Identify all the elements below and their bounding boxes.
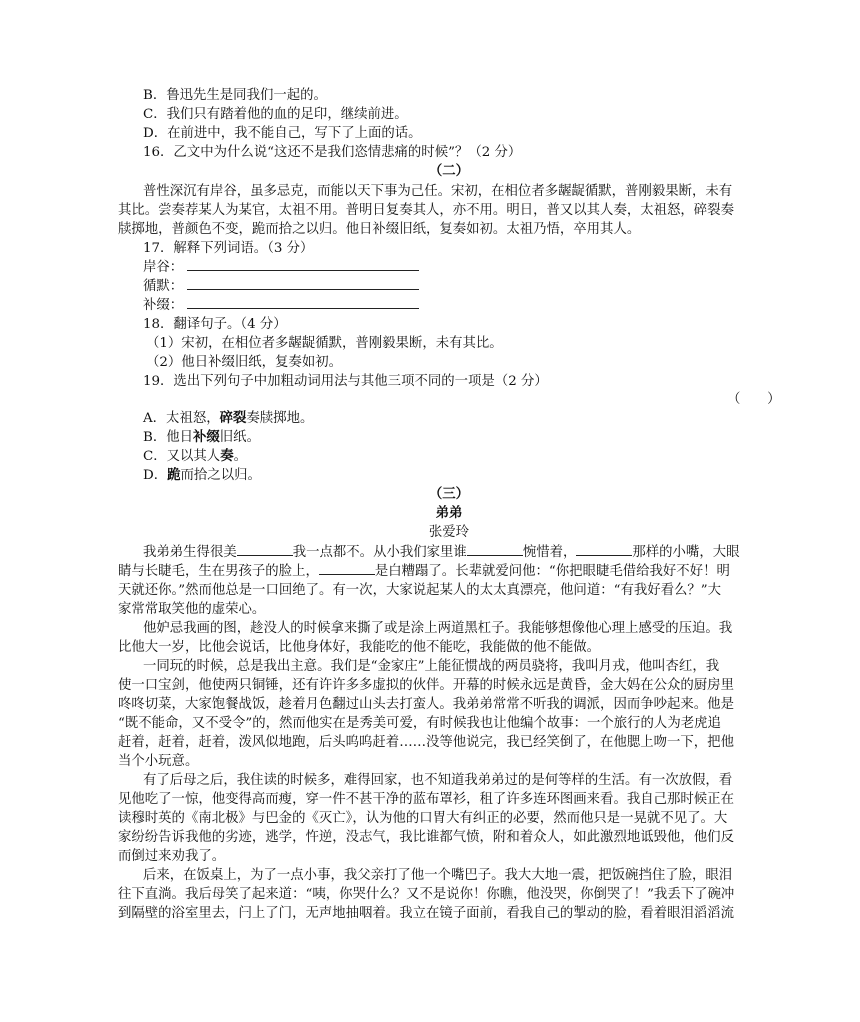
term-label: 岸谷： xyxy=(143,260,184,275)
text-run: 那样的小嘴，大眼 xyxy=(632,545,740,560)
fill-blank[interactable] xyxy=(467,543,523,556)
q18-item-1: （1）宋初，在相位者多龌龊循默，普刚毅果断，未有其比。 xyxy=(146,336,503,351)
question-19: 19．选出下列句子中加粗动词用法与其他三项不同的一项是（2 分） xyxy=(143,374,548,389)
p2-line-2: 比他大一岁，比他会说话，比他身体好，我能吃的他不能吃，我能做的他不能做。 xyxy=(118,640,601,655)
option-text: B．他日 xyxy=(143,430,194,445)
term-row-2 xyxy=(143,277,780,296)
p4-line-2: 见他吃了一惊，他变得高而瘦，穿一件不甚干净的蓝布罩衫，租了许多连环图画来看。我自己那时候正在 xyxy=(118,792,734,807)
text-run: 惋惜着， xyxy=(522,545,577,560)
section-2-heading: （二） xyxy=(428,163,470,179)
p1-line-4: 家常常取笑他的虚荣心。 xyxy=(118,602,266,617)
question-16: 16．乙文中为什么说“这还不是我们恣情悲痛的时候”？（2 分） xyxy=(143,145,522,160)
p3-line-4: “既不能命，又不受令”的，然而他实在是秀美可爱，有时候我也让他编个故事：一个旅行的人为老虎追 xyxy=(118,716,721,731)
fill-blank[interactable] xyxy=(319,562,375,575)
term-row-3 xyxy=(143,296,780,315)
section-2-para-line-3: 牍掷地，普颜色不变，跪而拾之以归。他日补缀旧纸，复奏如初。太祖乃悟，卒用其人。 xyxy=(118,222,641,237)
bold-verb: 补缀 xyxy=(193,429,220,445)
section-2-para-line-1: 普性深沉有岸谷，虽多忌克，而能以天下事为己任。宋初，在相位者多龌龊循默，普刚毅果断，未有 xyxy=(143,184,733,199)
p4-line-4: 家纷纷告诉我他的劣迹，逃学，忤逆，没志气，我比谁都气愤，附和着众人，如此激烈地诋毁他，他们反 xyxy=(118,830,734,845)
p5-line-1: 后来，在饭桌上，为了一点小事，我父亲打了他一个嘴巴子。我大大地一震，把饭碗挡住了脸，眼泪 xyxy=(143,868,733,883)
term-label: 循默： xyxy=(143,279,184,294)
p1-line-3: 天就还你。”然而他总是一口回绝了。有一次，大家说起某人的太太真漂亮，他问道：“有我好看么？”大 xyxy=(118,583,722,598)
p5-line-2: 往下直淌。我后母笑了起来道：“咦，你哭什么？又不是说你！你瞧，他没哭，你倒哭了！”我丢下了碗冲 xyxy=(118,887,735,902)
question-17: 17．解释下列词语。（3 分） xyxy=(143,241,314,256)
p1-line-2 xyxy=(118,562,780,581)
p4-line-3: 读穆时英的《南北极》与巴金的《灭亡》，认为他的口胃大有纠正的必要，然而他只是一晃就不见了。大 xyxy=(118,811,728,826)
p4-line-5: 而倒过来劝我了。 xyxy=(118,849,226,864)
q19-option-d xyxy=(143,466,780,485)
section-2-para-line-2: 其比。尝奏荐某人为某官，太祖不用。普明日复奏其人，亦不用。明日，普又以其人奏，太祖怒，碎裂奏 xyxy=(118,203,734,218)
option-text: A．太祖怒， xyxy=(143,411,220,426)
story-title: 弟弟 xyxy=(435,505,463,521)
answer-blank[interactable] xyxy=(187,278,419,290)
p5-line-3: 到隔壁的浴室里去，闩上了门，无声地抽咽着。我立在镜子面前，看我自己的掣动的脸，看着眼泪滔滔流 xyxy=(118,906,734,921)
term-label: 补缀： xyxy=(143,298,184,313)
q15-option-d: D．在前进中，我不能自己，写下了上面的话。 xyxy=(143,126,422,141)
bold-verb: 跪 xyxy=(167,467,181,483)
p3-line-2: 使一口宝剑，他使两只铜锤，还有许许多多虚拟的伙伴。开幕的时候永远是黄昏，金大妈在公众的厨房里 xyxy=(118,678,734,693)
question-18: 18．翻译句子。（4 分） xyxy=(143,317,287,332)
text-run: 是白糟蹋了。长辈就爱问他：“你把眼睫毛借给我好不好！明 xyxy=(374,564,730,579)
q15-option-c: C．我们只有踏着他的血的足印，继续前进。 xyxy=(143,107,408,122)
answer-blank[interactable] xyxy=(187,297,419,309)
term-row-1 xyxy=(143,258,780,277)
text-run: 我一点都不。从小我们家里谁 xyxy=(292,545,467,560)
p3-line-5: 赶着，赶着，赶着，泼风似地跑，后头呜呜赶着……没等他说完，我已经笑倒了，在他腮上吻一下，把他 xyxy=(118,735,734,750)
answer-paren[interactable]: （ ） xyxy=(727,392,781,407)
option-text: C．又以其人 xyxy=(143,449,221,464)
option-text: 旧纸。 xyxy=(219,430,260,445)
p1-line-1 xyxy=(143,543,780,562)
text-run: 我弟弟生得很美 xyxy=(143,545,237,560)
section-3-heading: （三） xyxy=(428,486,470,502)
option-text: D． xyxy=(143,468,168,483)
option-text: 。 xyxy=(233,449,247,464)
option-text: 奏牍掷地。 xyxy=(246,411,314,426)
bold-verb: 奏 xyxy=(220,448,234,464)
fill-blank[interactable] xyxy=(237,543,293,556)
p4-line-1: 有了后母之后，我住读的时候多，难得回家，也不知道我弟弟过的是何等样的生活。有一次放假，看 xyxy=(143,773,733,788)
q19-option-b xyxy=(143,428,780,447)
bold-verb: 碎裂 xyxy=(219,410,247,426)
option-text: 而拾之以归。 xyxy=(180,468,261,483)
p3-line-6: 当个小玩意。 xyxy=(118,754,199,769)
p3-line-3: 咚咚切菜，大家饱餐战饭，趁着月色翻过山头去打蛮人。我弟弟常常不听我的调派，因而争吵起来。他是 xyxy=(118,697,734,712)
story-author: 张爱玲 xyxy=(428,525,470,540)
fill-blank[interactable] xyxy=(576,543,632,556)
q19-option-c xyxy=(143,447,780,466)
answer-blank[interactable] xyxy=(187,259,419,271)
q18-item-2: （2）他日补缀旧纸，复奏如初。 xyxy=(146,355,342,370)
q15-option-b: B．鲁迅先生是同我们一起的。 xyxy=(143,88,327,103)
q19-option-a xyxy=(143,409,780,428)
text-run: 睛与长睫毛，生在男孩子的脸上， xyxy=(118,564,319,579)
p3-line-1: 一同玩的时候，总是我出主意。我们是“金家庄”上能征惯战的两员骁将，我叫月戎，他叫杏红，我 xyxy=(143,659,720,674)
p2-line-1: 他妒忌我画的图，趁没人的时候拿来撕了或是涂上两道黑杠子。我能够想像他心理上感受的压迫。我 xyxy=(143,621,733,636)
